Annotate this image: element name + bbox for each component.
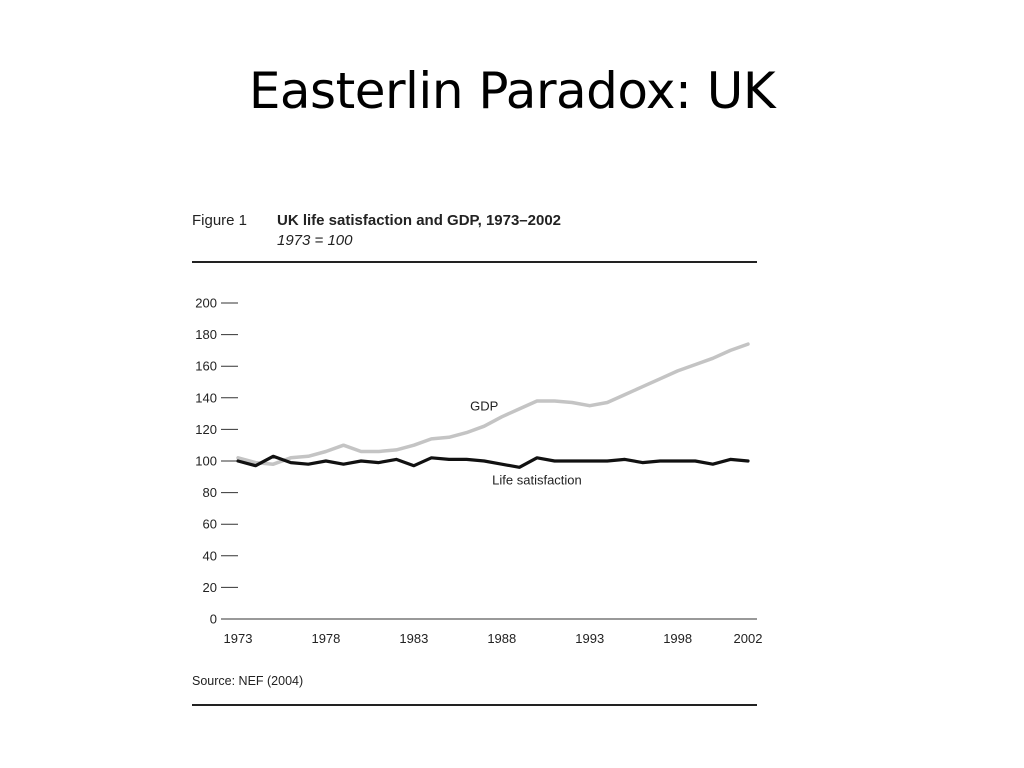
x-tick-label: 1993 xyxy=(575,631,605,646)
y-tick-label: 140 xyxy=(195,390,217,406)
y-tick-label: 180 xyxy=(195,327,217,343)
y-axis xyxy=(195,296,238,627)
y-tick-label: 100 xyxy=(195,453,217,469)
series-annotation: Life satisfaction xyxy=(492,472,582,488)
y-tick-label: 0 xyxy=(209,611,217,627)
source-note: Source: NEF (2004) xyxy=(192,674,304,688)
y-tick-label: 200 xyxy=(195,295,217,311)
y-tick-label: 40 xyxy=(202,548,217,564)
x-tick-label: 1988 xyxy=(487,631,517,646)
y-tick-label: 160 xyxy=(195,358,217,374)
y-tick-label: 120 xyxy=(195,421,217,437)
x-tick-label: 1983 xyxy=(399,631,429,646)
x-axis xyxy=(221,619,762,646)
series-line-life-satisfaction xyxy=(238,456,748,467)
annotation-layer xyxy=(470,398,582,487)
x-tick-label: 1978 xyxy=(311,631,341,646)
slide-title: Easterlin Paradox: UK xyxy=(248,62,776,120)
y-tick-label: 80 xyxy=(202,485,217,501)
figure-subtitle: 1973 = 100 xyxy=(277,232,353,249)
bottom-rule xyxy=(192,704,757,706)
y-tick-label: 20 xyxy=(202,579,217,595)
figure-title: UK life satisfaction and GDP, 1973–2002 xyxy=(277,212,562,229)
series-annotation: GDP xyxy=(470,398,499,414)
figure-label: Figure 1 xyxy=(192,212,248,229)
x-tick-label: 1973 xyxy=(223,631,253,646)
x-tick-label: 1998 xyxy=(663,631,693,646)
y-tick-label: 60 xyxy=(202,516,217,532)
x-tick-label: 2002 xyxy=(733,631,763,646)
